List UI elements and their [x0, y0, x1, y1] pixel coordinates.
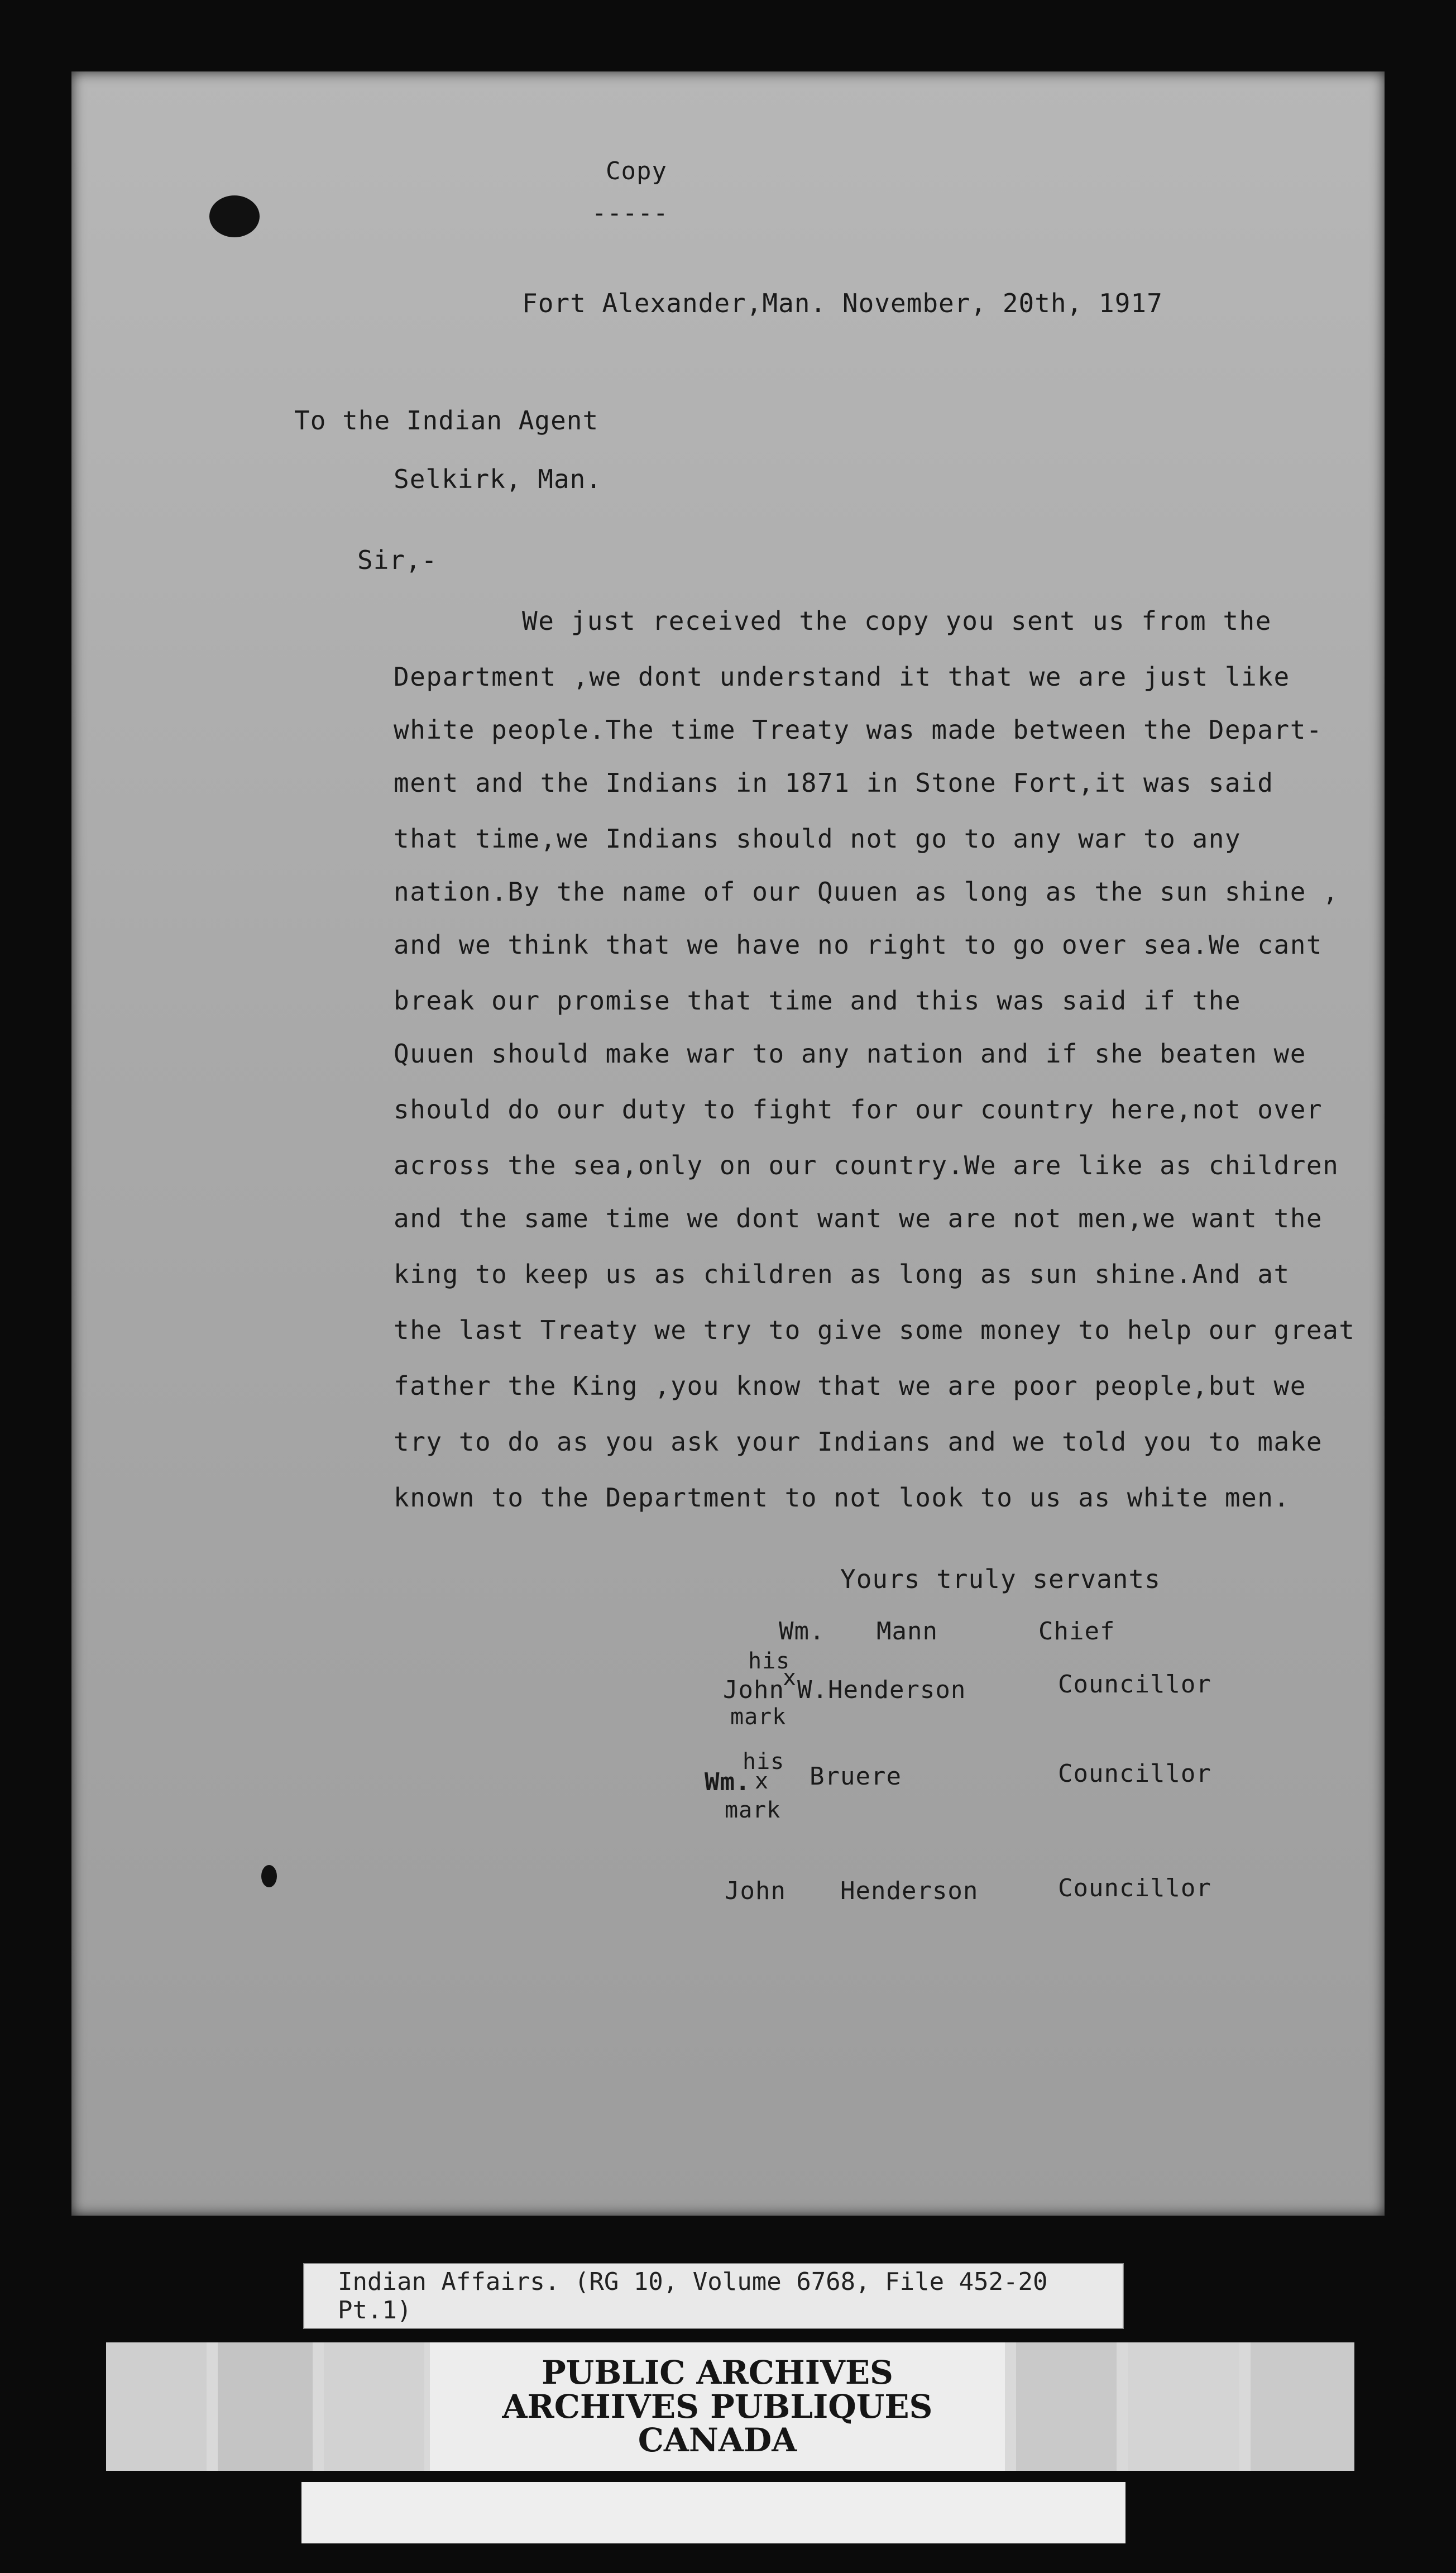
- signatory-1-title: Chief: [1038, 1617, 1115, 1646]
- ink-blot: [209, 195, 260, 237]
- film-block: [1016, 2342, 1117, 2471]
- stamp-line-2: ARCHIVES PUBLIQUES: [502, 2387, 933, 2426]
- body-line: across the sea,only on our country.We are like as children: [394, 1150, 1339, 1180]
- copy-underline: -----: [592, 199, 669, 227]
- body-line: that time,we Indians should not go to any war to any: [394, 824, 1242, 854]
- bottom-label-strip: [301, 2482, 1125, 2543]
- body-line: and the same time we dont want we are not men,we want the: [394, 1203, 1323, 1233]
- signatory-3-x: x: [755, 1768, 769, 1794]
- stamp-line-1: PUBLIC ARCHIVES: [542, 2353, 893, 2392]
- body-line: nation.By the name of our Quuen as long as the sun shine ,: [394, 877, 1339, 907]
- body-line: king to keep us as children as long as sun shine.And at: [394, 1259, 1290, 1289]
- film-block: [106, 2342, 207, 2471]
- stamp-line-3: CANADA: [638, 2421, 797, 2460]
- signatory-1-given: Wm.: [779, 1617, 825, 1646]
- recipient-line-2: Selkirk, Man.: [394, 464, 602, 494]
- film-block: [1251, 2342, 1354, 2471]
- body-line: father the King ,you know that we are poor people,but we: [394, 1371, 1306, 1401]
- ink-speck: [261, 1865, 277, 1887]
- recipient-line-1: To the Indian Agent: [294, 405, 599, 436]
- signatory-4-title: Councillor: [1058, 1874, 1211, 1902]
- closing: Yours truly servants: [840, 1564, 1161, 1594]
- body-line: Department ,we dont understand it that we are just like: [394, 662, 1290, 692]
- body-line: should do our duty to fight for our country here,not over: [394, 1094, 1323, 1125]
- film-block: [1128, 2342, 1239, 2471]
- body-line: Quuen should make war to any nation and if she beaten we: [394, 1039, 1306, 1069]
- signatory-3-title: Councillor: [1058, 1759, 1211, 1788]
- body-line: the last Treaty we try to give some money to help our great: [394, 1315, 1356, 1345]
- signatory-1-surname: Mann: [877, 1617, 938, 1646]
- signatory-3-mark: mark: [725, 1797, 781, 1823]
- body-line: known to the Department to not look to us as white men.: [394, 1482, 1290, 1513]
- signatory-2-mark: mark: [730, 1704, 787, 1730]
- signatory-3-surname: Bruere: [810, 1762, 902, 1791]
- signatory-3-given: Wm.: [705, 1768, 751, 1796]
- signatory-3-his: his: [743, 1749, 785, 1775]
- signatory-2-his: his: [748, 1648, 791, 1674]
- body-line: try to do as you ask your Indians and we told you to make: [394, 1427, 1323, 1457]
- signatory-2-title: Councillor: [1058, 1670, 1211, 1699]
- copy-heading: Copy: [606, 157, 667, 185]
- body-line: break our promise that time and this was said if the: [394, 986, 1242, 1016]
- body-line: white people.The time Treaty was made between the Depart-: [394, 715, 1323, 745]
- archive-reference-label: [303, 2263, 1124, 2329]
- body-line: We just received the copy you sent us from the: [522, 606, 1272, 636]
- dateline: Fort Alexander,Man. November, 20th, 1917: [522, 288, 1163, 318]
- salutation: Sir,-: [357, 545, 438, 575]
- body-line: and we think that we have no right to go over sea.We cant: [394, 930, 1323, 960]
- film-block: [324, 2342, 424, 2471]
- film-block: [218, 2342, 313, 2471]
- signatory-4-given: John: [725, 1877, 786, 1905]
- archives-stamp: [430, 2342, 1005, 2471]
- signatory-2-x: x: [783, 1665, 797, 1691]
- signatory-4-surname: Henderson: [840, 1877, 979, 1905]
- archive-reference-text: Indian Affairs. (RG 10, Volume 6768, File 452-20 Pt.1): [338, 2268, 1048, 2325]
- signatory-2-given: John: [723, 1676, 784, 1704]
- signatory-2-surname: W.Henderson: [797, 1676, 966, 1704]
- body-line: ment and the Indians in 1871 in Stone Fort,it was said: [394, 768, 1274, 798]
